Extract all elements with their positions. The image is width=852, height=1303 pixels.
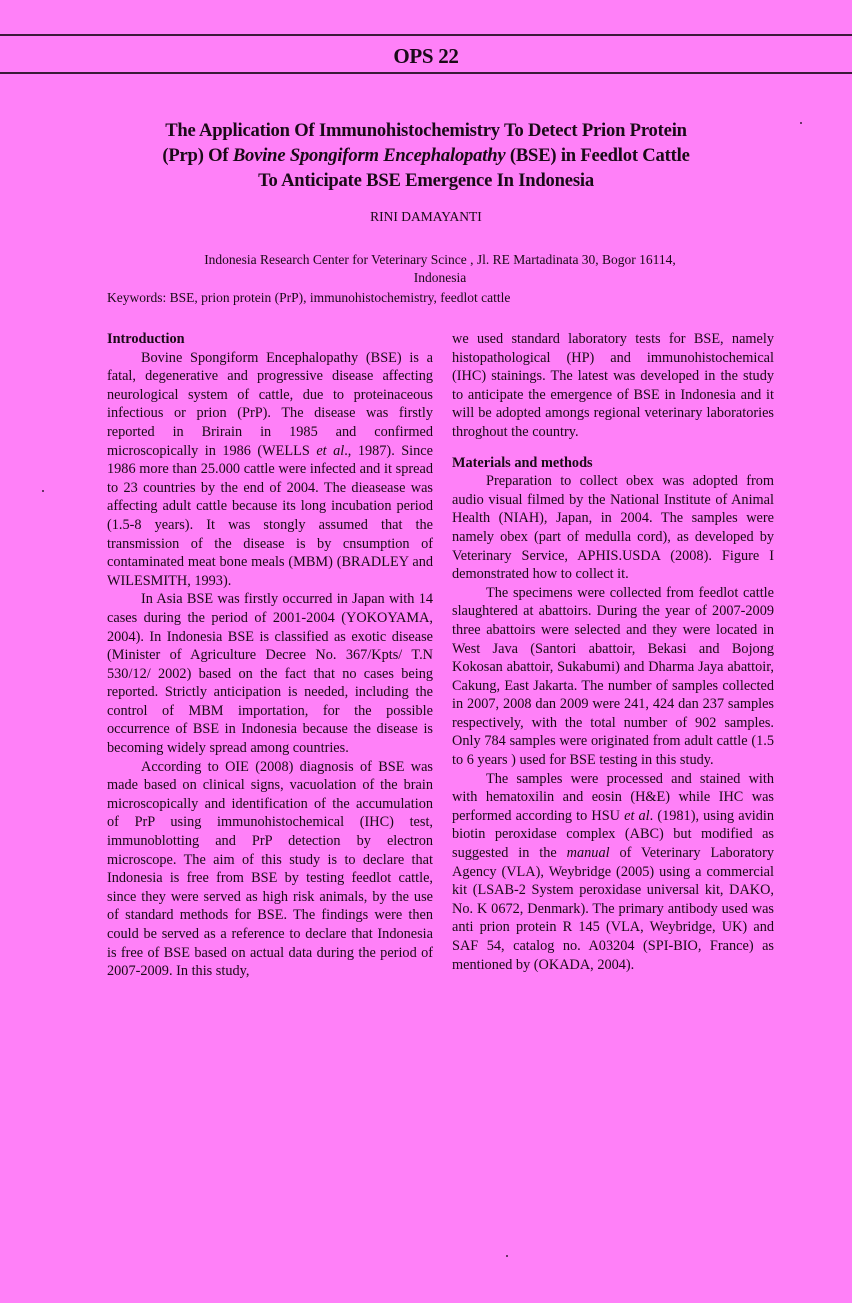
title-line-2 (60, 143, 792, 168)
introduction-paragraph-3-continued: we used standard laboratory tests for BSE, namely histopathological (HP) and immunohistochemical (IHC) stainings. The latest was developed in the study to anticipate the emergence of BSE in Indonesia and it will be adopted amongs regional veterinary laboratories throghout the country. (452, 331, 774, 440)
methods-p3-text-b: . (1981), using avidin biotin peroxidase complex (ABC) but modified as suggested in the (452, 807, 774, 862)
affiliation-line-2: Indonesia (413, 270, 467, 285)
methods-paragraph-3 (452, 770, 774, 975)
title-line-2-prefix: (Prp) Of (162, 145, 233, 166)
column-right (452, 330, 774, 974)
intro-p1-etal: et al (316, 442, 345, 459)
header-rule-top (0, 34, 852, 36)
scan-speck (506, 1255, 508, 1257)
scan-speck (800, 122, 802, 124)
page-label: OPS 22 (393, 44, 459, 68)
methods-p3-text-a: The samples were processed and stained with with hematoxilin and eosin (H&E) while IHC was performed according to HSU (452, 770, 774, 824)
introduction-heading: Introduction (107, 331, 185, 347)
title-line-3: To Anticipate BSE Emergence In Indonesia (258, 170, 594, 191)
intro-p1-text-b: ., 1987). Since 1986 more than 25.000 cattle were infected and it spread to 23 countries by the end of 2004. The dieasease was affecting adult cattle because its long incubation period (1.5-8 years). It was stongly assumed that the transmission of the disease is by cnsumption of contaminated meat bone meals (MBM) (BRADLEY and WILESMITH, 1993). (107, 442, 433, 589)
methods-p3-etal: et al (624, 807, 650, 824)
keywords: Keywords: BSE, prion protein (PrP), immunohistochemistry, feedlot cattle (107, 290, 511, 305)
methods-p3-manual: manual (566, 845, 610, 862)
title-line-2-suffix: (BSE) in Feedlot Cattle (505, 145, 690, 166)
intro-p1-text-a: Bovine Spongiform Encephalopathy (BSE) is a fatal, degenerative and progressive disease affecting neurological system of cattle, due to proteinaceous infectious or prion (PrP). The disease was firstly reported in Brirain in 1985 and confirmed microscopically in 1986 (WELLS (107, 349, 433, 459)
introduction-paragraph-2: In Asia BSE was firstly occurred in Japan with 14 cases during the period of 2001-2004 (YOKOYAMA, 2004). In Indonesia BSE is classified as exotic disease (Minister of Agriculture Decree No. 367/Kpts/ T.N 530/12/ 2002) based on the fact that no cases being reported. Strictly anticipation is needed, including the control of MBM importation, for the possible occurrence of BSE in Indonesia because the disease is becoming widely spread among countries. (107, 591, 433, 757)
methods-paragraph-1: Preparation to collect obex was adopted from audio visual filmed by the National Institute of Animal Health (NIAH), Japan, in 2004. The samples were namely obex (part of medulla cord), as developed by Veterinary Service, APHIS.USDA (2008). Figure I demonstrated how to collect it. (452, 473, 774, 583)
title-disease-name: Bovine Spongiform Encephalopathy (232, 145, 506, 166)
affiliation (100, 251, 780, 287)
title-line-1: The Application Of Immunohistochemistry To Detect Prion Protein (165, 120, 687, 141)
affiliation-line-1: Indonesia Research Center for Veterinary Scince , Jl. RE Martadinata 30, Bogor 16114, (204, 252, 676, 267)
methods-heading: Materials and methods (452, 454, 593, 471)
column-left (107, 330, 433, 981)
paper-title (60, 118, 792, 193)
methods-p3-text-c: of Veterinary Laboratory Agency (VLA), Weybridge (2005) using a commercial kit (LSAB-2 System peroxidase universal kit, DAKO, No. K 0672, Denmark). The primary antibody used was anti prion protein R 145 (VLA, Weybridge, UK) and SAF 54, catalog no. A03204 (SPI-BIO, France) as mentioned by (OKADA, 2004). (452, 845, 774, 973)
methods-paragraph-2: The specimens were collected from feedlot cattle slaughtered at abattoirs. During the year of 2007-2009 three abattoirs were selected and they were located in West Java (Santori abattoir, Bekasi and Bojong Kokosan abattoir, Sukabumi) and Dharma Jaya abattoir, Cakung, East Jakarta. The number of samples collected in 2007, 2008 dan 2009 were 241, 424 dan 237 samples respectively, with the total number of 902 samples. Only 784 samples were originated from adult cattle (1.5 to 6 years ) used for BSE testing in this study. (452, 584, 774, 769)
author-name: RINI DAMAYANTI (370, 209, 482, 224)
header-rule-bottom (0, 72, 852, 74)
scan-speck (42, 490, 44, 492)
introduction-paragraph-1 (107, 349, 433, 591)
introduction-paragraph-3: According to OIE (2008) diagnosis of BSE was made based on clinical signs, vacuolation of the brain microscopically and identification of the accumulation of PrP using immunohistochemical (IHC) test, immunoblotting and PrP detection by electron microscope. The aim of this study is to declare that Indonesia is free from BSE by testing feedlot cattle, since they were served as high risk animals, by the use of standard methods for BSE. The findings were then could be served as a reference to declare that Indonesia is free of BSE based on actual data during the period of 2007-2009. In this study, (107, 758, 433, 980)
